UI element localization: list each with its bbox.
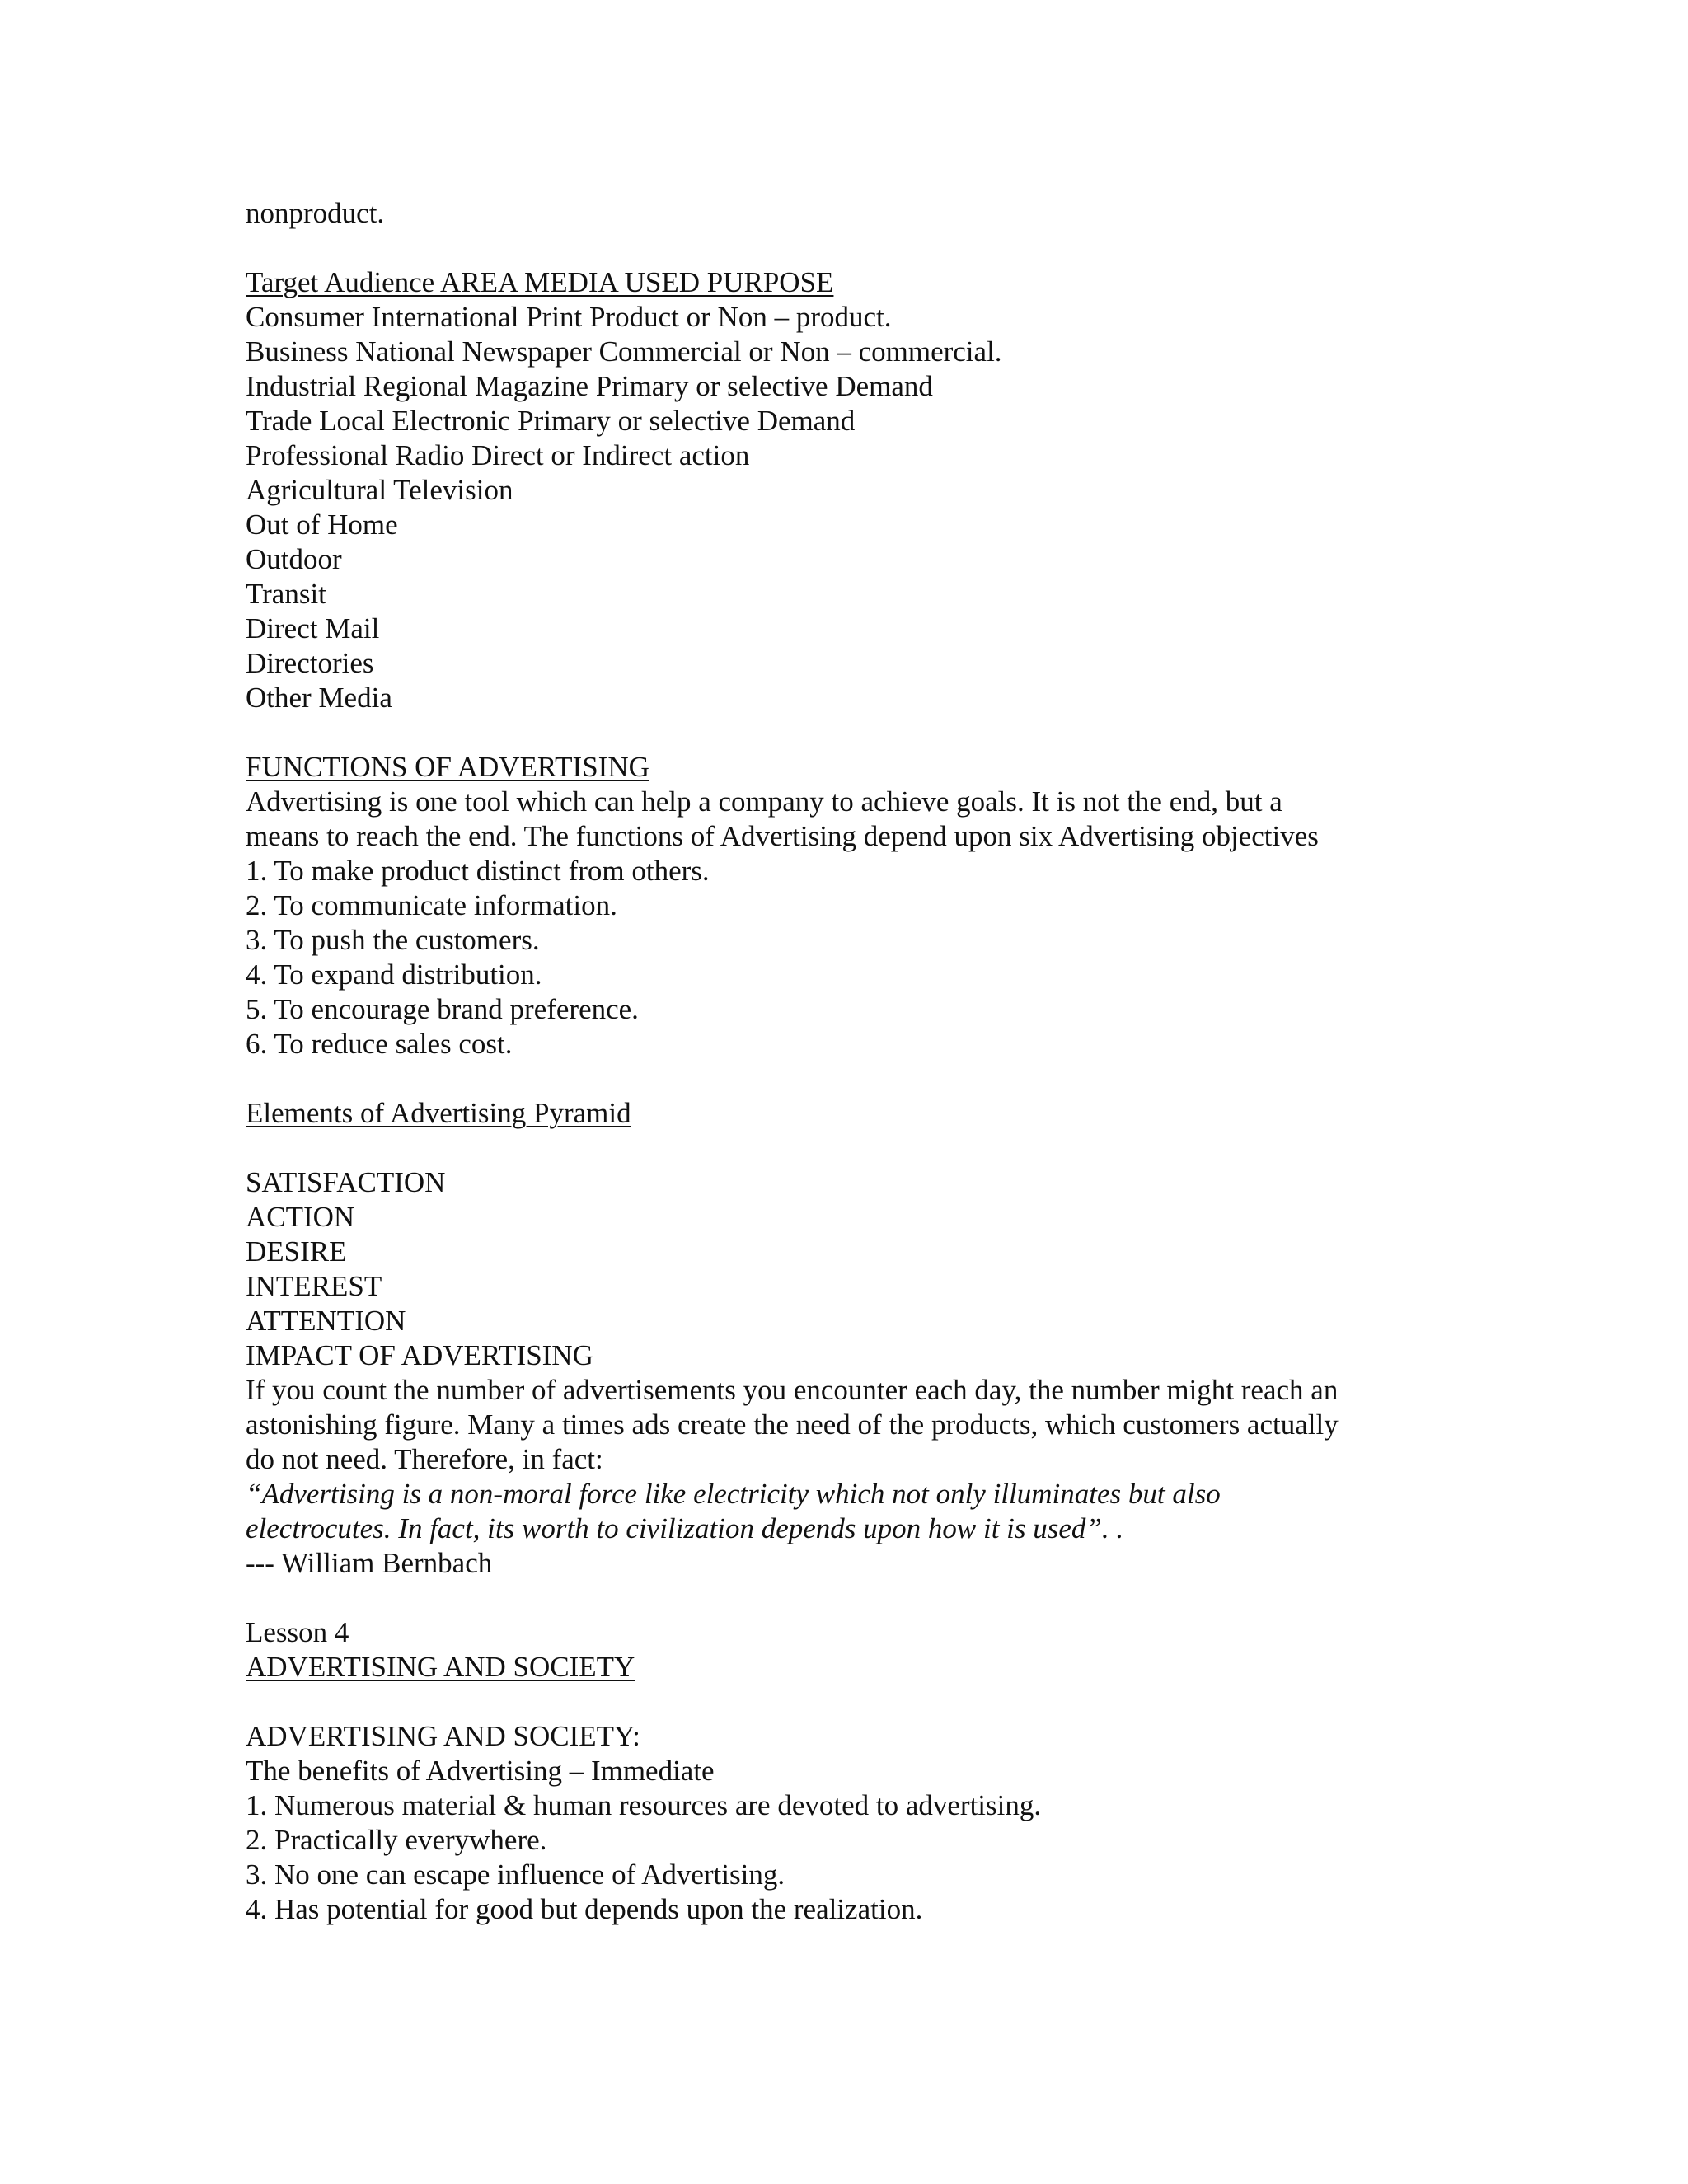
spacer — [246, 715, 1482, 750]
functions-list-item: 2. To communicate information. — [246, 889, 617, 921]
society-list-item: 1. Numerous material & human resources are devoted to advertising. — [246, 1789, 1042, 1821]
pyramid-heading: Elements of Advertising Pyramid — [246, 1097, 631, 1129]
society-heading: ADVERTISING AND SOCIETY: — [246, 1720, 640, 1752]
quote-line: electrocutes. In fact, its worth to civilization depends upon how it is used”. . — [246, 1512, 1124, 1544]
functions-list-item: 4. To expand distribution. — [246, 958, 542, 991]
classification-row: Direct Mail — [246, 612, 380, 644]
impact-heading: IMPACT OF ADVERTISING — [246, 1339, 593, 1371]
functions-list-item: 5. To encourage brand preference. — [246, 993, 639, 1025]
functions-heading: FUNCTIONS OF ADVERTISING — [246, 751, 649, 783]
society-list-item: 4. Has potential for good but depends upon the realization. — [246, 1893, 923, 1925]
spacer — [246, 1062, 1482, 1096]
spacer — [246, 1131, 1482, 1165]
spacer — [246, 1685, 1482, 1719]
classification-row: Industrial Regional Magazine Primary or selective Demand — [246, 370, 933, 402]
pyramid-level: ACTION — [246, 1201, 355, 1233]
quote-attribution: --- William Bernbach — [246, 1547, 493, 1579]
classification-row: Trade Local Electronic Primary or selective Demand — [246, 405, 856, 437]
classification-row: Agricultural Television — [246, 474, 513, 506]
impact-paragraph-line: astonishing figure. Many a times ads create the need of the products, which customers actually — [246, 1408, 1339, 1441]
classification-row: Directories — [246, 647, 374, 679]
functions-list-item: 6. To reduce sales cost. — [246, 1028, 513, 1060]
pyramid-level: DESIRE — [246, 1235, 347, 1268]
society-subheading: The benefits of Advertising – Immediate — [246, 1755, 715, 1787]
classification-heading: Target Audience AREA MEDIA USED PURPOSE — [246, 266, 834, 298]
spacer — [246, 231, 1482, 265]
quote-line: “Advertising is a non-moral force like electricity which not only illuminates but also — [246, 1478, 1221, 1510]
functions-paragraph-line: Advertising is one tool which can help a company to achieve goals. It is not the end, but a — [246, 785, 1282, 818]
functions-list-item: 1. To make product distinct from others. — [246, 855, 710, 887]
lesson-title: ADVERTISING AND SOCIETY — [246, 1651, 635, 1683]
lesson-number: Lesson 4 — [246, 1616, 349, 1648]
classification-row: Other Media — [246, 682, 392, 714]
pyramid-level: SATISFACTION — [246, 1166, 446, 1198]
document-page — [246, 196, 1482, 1927]
intro-tail: nonproduct. — [246, 197, 385, 229]
classification-row: Business National Newspaper Commercial or Non – commercial. — [246, 335, 1002, 368]
classification-row: Transit — [246, 578, 326, 610]
functions-paragraph-line: means to reach the end. The functions of Advertising depend upon six Advertising objectives — [246, 820, 1319, 852]
pyramid-level: INTEREST — [246, 1270, 382, 1302]
classification-row: Professional Radio Direct or Indirect action — [246, 439, 750, 471]
classification-row: Outdoor — [246, 543, 342, 575]
functions-list-item: 3. To push the customers. — [246, 924, 540, 956]
pyramid-level: ATTENTION — [246, 1305, 406, 1337]
impact-paragraph-line: do not need. Therefore, in fact: — [246, 1443, 603, 1475]
society-list-item: 2. Practically everywhere. — [246, 1824, 547, 1856]
classification-row: Out of Home — [246, 509, 398, 541]
spacer — [246, 1581, 1482, 1615]
society-list-item: 3. No one can escape influence of Advertising. — [246, 1858, 785, 1891]
classification-row: Consumer International Print Product or Non – product. — [246, 301, 892, 333]
impact-paragraph-line: If you count the number of advertisements you encounter each day, the number might reach an — [246, 1374, 1339, 1406]
